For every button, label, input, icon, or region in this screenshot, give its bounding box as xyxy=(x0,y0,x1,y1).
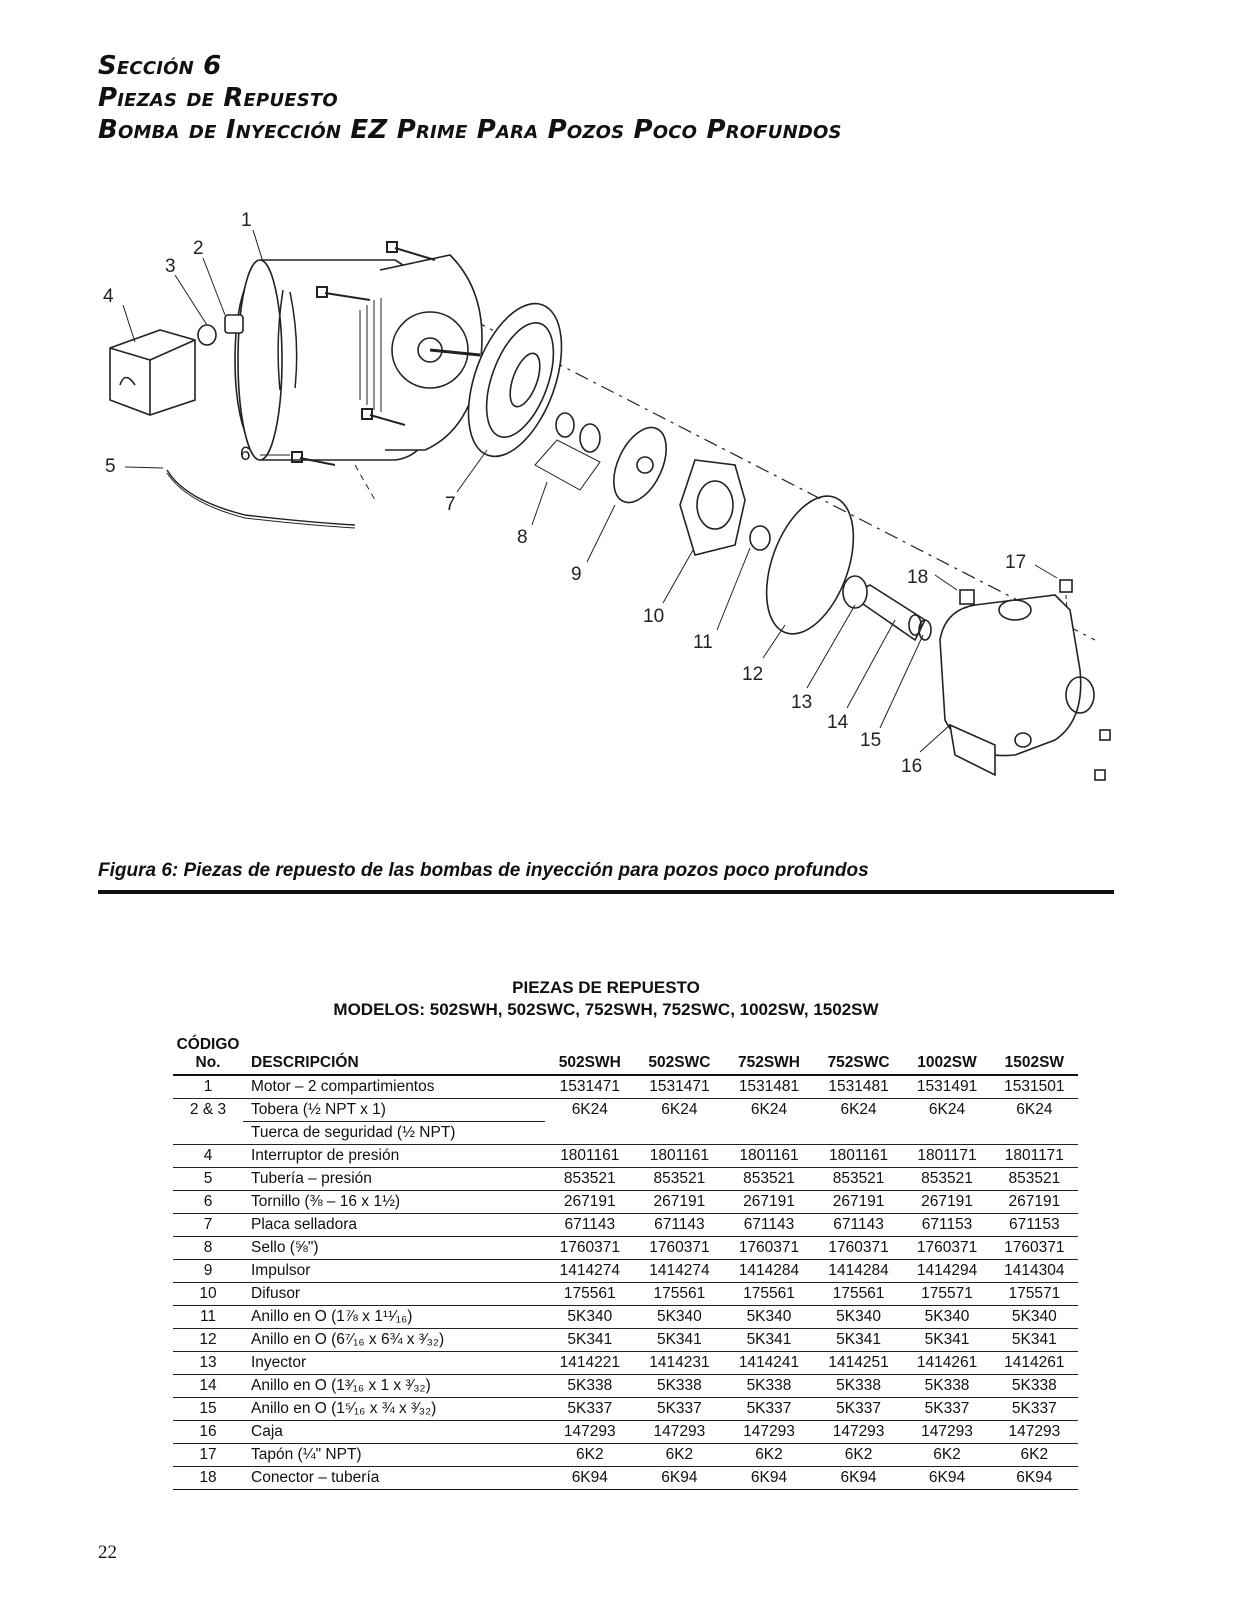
header-code-line2: No. xyxy=(195,1054,221,1071)
cell-part-number: 5K341 xyxy=(903,1329,990,1352)
cell-part-number: 5K341 xyxy=(991,1329,1078,1352)
cell-part-number: 147293 xyxy=(545,1421,635,1444)
cell-part-number: 267191 xyxy=(724,1191,814,1214)
table-models-subtitle: MODELOS: 502SWH, 502SWC, 752SWH, 752SWC, 1002SW, 1502SW xyxy=(333,1000,879,1019)
cell-description: Tubería – presión xyxy=(243,1168,545,1191)
cell-part-number: 1760371 xyxy=(991,1237,1078,1260)
cell-part-number: 6K94 xyxy=(724,1467,814,1490)
callout-13: 13 xyxy=(791,692,813,713)
table-row xyxy=(173,1075,1078,1099)
cell-description: Conector – tubería xyxy=(243,1467,545,1490)
callout-14: 14 xyxy=(827,712,849,733)
cell-part-number: 6K94 xyxy=(545,1467,635,1490)
cell-code: 2 & 3 xyxy=(189,1101,227,1119)
cell-description: Interruptor de presión xyxy=(243,1145,545,1168)
cell-description: Anillo en O (1³⁄₁₆ x 1 x ³⁄₃₂) xyxy=(243,1375,545,1398)
cell-part-number: 853521 xyxy=(903,1168,990,1191)
cell-description: Anillo en O (1⁵⁄₁₆ x ¾ x ³⁄₃₂) xyxy=(243,1398,545,1421)
cell-part-number: 147293 xyxy=(814,1421,904,1444)
cell-part-number: 853521 xyxy=(991,1168,1078,1191)
cell-code: 8 xyxy=(173,1237,243,1260)
cell-part-number: 1414261 xyxy=(991,1352,1078,1375)
cell-description: Impulsor xyxy=(243,1260,545,1283)
cell-part-number: 1801161 xyxy=(814,1145,904,1168)
cell-part-number: 5K340 xyxy=(545,1306,635,1329)
cell-part-number: 5K341 xyxy=(814,1329,904,1352)
cell-description: Sello (⅝") xyxy=(243,1237,545,1260)
cell-code: 14 xyxy=(173,1375,243,1398)
cell-part-number: 6K24 xyxy=(1016,1101,1053,1119)
cell-part-number: 5K340 xyxy=(991,1306,1078,1329)
callout-7: 7 xyxy=(445,494,456,515)
cell-part-number: 671143 xyxy=(724,1214,814,1237)
cell-part-number: 5K338 xyxy=(724,1375,814,1398)
cell-part-number: 1801161 xyxy=(635,1145,725,1168)
callout-12: 12 xyxy=(742,664,764,685)
header-model-1502sw: 1502SW xyxy=(991,1036,1078,1075)
header-model-752swh: 752SWH xyxy=(724,1036,814,1075)
cell-part-number: 5K338 xyxy=(545,1375,635,1398)
cell-description: Caja xyxy=(243,1421,545,1444)
cell-part-number: 1801171 xyxy=(903,1145,990,1168)
cell-part-number: 671143 xyxy=(545,1214,635,1237)
table-row xyxy=(173,1375,1078,1398)
table-row xyxy=(173,1191,1078,1214)
callout-1: 1 xyxy=(241,210,252,231)
cell-description: Placa selladora xyxy=(243,1214,545,1237)
cell-part-number: 671153 xyxy=(991,1214,1078,1237)
cell-part-number: 175561 xyxy=(635,1283,725,1306)
cell-part-number: 1801171 xyxy=(991,1145,1078,1168)
heading-subject: Piezas de Repuesto xyxy=(98,83,338,113)
callout-15: 15 xyxy=(860,730,882,751)
cell-code: 1 xyxy=(173,1075,243,1099)
cell-part-number: 267191 xyxy=(903,1191,990,1214)
header-code-line1: CÓDIGO xyxy=(176,1036,240,1053)
cell-part-number: 147293 xyxy=(635,1421,725,1444)
cell-part-number: 1414294 xyxy=(903,1260,990,1283)
header-model-752swc: 752SWC xyxy=(814,1036,904,1075)
section-divider xyxy=(98,890,1114,894)
cell-part-number: 147293 xyxy=(903,1421,990,1444)
cell-part-number: 175571 xyxy=(903,1283,990,1306)
table-title: PIEZAS DE REPUESTO xyxy=(512,978,700,997)
cell-part-number: 175561 xyxy=(545,1283,635,1306)
cell-part-number: 1414284 xyxy=(724,1260,814,1283)
exploded-view-drawing xyxy=(95,200,1135,820)
cell-description: Anillo en O (1⅞ x 1¹¹⁄₁₆) xyxy=(243,1306,545,1329)
cell-part-number: 1760371 xyxy=(903,1237,990,1260)
cell-part-number: 5K340 xyxy=(724,1306,814,1329)
cell-part-number: 5K338 xyxy=(635,1375,725,1398)
cell-part-number xyxy=(991,1122,1078,1145)
table-row xyxy=(173,1237,1078,1260)
table-row xyxy=(173,1398,1078,1421)
cell-part-number: 6K24 xyxy=(750,1101,788,1119)
cell-part-number: 5K338 xyxy=(814,1375,904,1398)
cell-part-number: 175571 xyxy=(991,1283,1078,1306)
callout-11: 11 xyxy=(693,632,713,653)
cell-part-number: 5K337 xyxy=(903,1398,990,1421)
callout-6: 6 xyxy=(240,444,251,465)
cell-part-number: 1531491 xyxy=(903,1075,990,1099)
cell-part-number: 853521 xyxy=(814,1168,904,1191)
cell-part-number: 1760371 xyxy=(545,1237,635,1260)
callout-9: 9 xyxy=(571,564,582,585)
cell-code: 17 xyxy=(173,1444,243,1467)
cell-part-number xyxy=(545,1122,635,1145)
callout-16: 16 xyxy=(901,756,923,777)
table-row xyxy=(173,1467,1078,1490)
cell-part-number: 1414241 xyxy=(724,1352,814,1375)
cell-code: 16 xyxy=(173,1421,243,1444)
cell-code: 4 xyxy=(173,1145,243,1168)
cell-description: Motor – 2 compartimientos xyxy=(243,1075,545,1099)
figure-caption: Figura 6: Piezas de repuesto de las bombas de inyección para pozos poco profundos xyxy=(98,860,869,881)
cell-code: 13 xyxy=(173,1352,243,1375)
header-description: DESCRIPCIÓN xyxy=(243,1036,545,1075)
cell-part-number: 5K337 xyxy=(991,1398,1078,1421)
cell-part-number xyxy=(903,1122,990,1145)
header-model-1002sw: 1002SW xyxy=(903,1036,990,1075)
cell-description: Tapón (¼" NPT) xyxy=(243,1444,545,1467)
table-row xyxy=(173,1421,1078,1444)
cell-part-number: 5K340 xyxy=(814,1306,904,1329)
cell-part-number: 5K341 xyxy=(724,1329,814,1352)
header-code xyxy=(173,1036,243,1075)
table-row xyxy=(173,1214,1078,1237)
section-heading xyxy=(98,50,842,146)
cell-part-number: 6K2 xyxy=(814,1444,904,1467)
cell-part-number: 6K94 xyxy=(635,1467,725,1490)
table-row xyxy=(173,1168,1078,1191)
cell-part-number: 175561 xyxy=(724,1283,814,1306)
callout-10: 10 xyxy=(643,606,665,627)
cell-part-number xyxy=(724,1122,814,1145)
cell-part-number: 6K2 xyxy=(635,1444,725,1467)
cell-part-number: 5K337 xyxy=(635,1398,725,1421)
callout-4: 4 xyxy=(103,286,114,307)
cell-part-number: 1414284 xyxy=(814,1260,904,1283)
cell-part-number: 1760371 xyxy=(635,1237,725,1260)
cell-part-number: 267191 xyxy=(814,1191,904,1214)
cell-part-number: 6K94 xyxy=(903,1467,990,1490)
cell-description: Inyector xyxy=(243,1352,545,1375)
table-row xyxy=(173,1145,1078,1168)
cell-part-number: 5K340 xyxy=(635,1306,725,1329)
header-model-502swh: 502SWH xyxy=(545,1036,635,1075)
cell-part-number xyxy=(635,1122,725,1145)
cell-part-number: 1414274 xyxy=(545,1260,635,1283)
cell-part-number: 5K337 xyxy=(724,1398,814,1421)
cell-part-number: 1760371 xyxy=(814,1237,904,1260)
cell-code: 9 xyxy=(173,1260,243,1283)
table-row xyxy=(173,1352,1078,1375)
cell-part-number: 5K338 xyxy=(991,1375,1078,1398)
cell-description: Anillo en O (6⁷⁄₁₆ x 6¾ x ³⁄₃₂) xyxy=(243,1329,545,1352)
cell-part-number: 1414221 xyxy=(545,1352,635,1375)
cell-code: 15 xyxy=(173,1398,243,1421)
cell-part-number: 671143 xyxy=(814,1214,904,1237)
cell-part-number: 5K337 xyxy=(545,1398,635,1421)
callout-17: 17 xyxy=(1005,552,1027,573)
cell-part-number: 853521 xyxy=(635,1168,725,1191)
cell-part-number: 1760371 xyxy=(724,1237,814,1260)
cell-part-number: 147293 xyxy=(991,1421,1078,1444)
table-header-row xyxy=(173,1036,1078,1075)
table-row xyxy=(173,1306,1078,1329)
cell-part-number: 1531471 xyxy=(635,1075,725,1099)
callout-5: 5 xyxy=(105,456,116,477)
cell-code: 18 xyxy=(173,1467,243,1490)
cell-part-number: 267191 xyxy=(635,1191,725,1214)
cell-part-number: 5K337 xyxy=(814,1398,904,1421)
cell-part-number: 5K340 xyxy=(903,1306,990,1329)
cell-part-number: 1531471 xyxy=(545,1075,635,1099)
table-row xyxy=(173,1283,1078,1306)
cell-part-number: 6K24 xyxy=(928,1101,966,1119)
callout-18: 18 xyxy=(907,567,929,588)
cell-part-number: 6K24 xyxy=(661,1101,698,1119)
table-row xyxy=(173,1122,1078,1145)
cell-part-number: 6K2 xyxy=(991,1444,1078,1467)
callout-2: 2 xyxy=(193,238,204,259)
cell-code: 5 xyxy=(173,1168,243,1191)
table-row xyxy=(173,1444,1078,1467)
heading-section-number: Sección 6 xyxy=(98,51,222,81)
cell-part-number: 6K94 xyxy=(814,1467,904,1490)
callout-8: 8 xyxy=(517,527,528,548)
cell-part-number: 6K2 xyxy=(724,1444,814,1467)
cell-part-number: 6K2 xyxy=(903,1444,990,1467)
cell-part-number: 147293 xyxy=(724,1421,814,1444)
cell-part-number: 1531501 xyxy=(991,1075,1078,1099)
table-row xyxy=(173,1329,1078,1352)
page-number: 22 xyxy=(98,1542,117,1563)
cell-code: 7 xyxy=(173,1214,243,1237)
cell-part-number: 267191 xyxy=(545,1191,635,1214)
cell-description: Difusor xyxy=(243,1283,545,1306)
cell-code xyxy=(173,1122,243,1145)
cell-part-number: 1531481 xyxy=(724,1075,814,1099)
cell-description: Tobera (½ NPT x 1) xyxy=(243,1099,545,1122)
cell-description: Tornillo (⅜ – 16 x 1½) xyxy=(243,1191,545,1214)
exploded-parts-diagram xyxy=(95,200,1135,820)
cell-part-number: 1414304 xyxy=(991,1260,1078,1283)
cell-part-number: 853521 xyxy=(545,1168,635,1191)
cell-part-number: 6K24 xyxy=(840,1101,877,1119)
cell-part-number: 5K341 xyxy=(545,1329,635,1352)
callout-3: 3 xyxy=(165,256,176,277)
cell-part-number: 5K341 xyxy=(635,1329,725,1352)
cell-part-number: 1801161 xyxy=(724,1145,814,1168)
cell-code: 12 xyxy=(173,1329,243,1352)
parts-table xyxy=(173,1036,1078,1490)
cell-description: Tuerca de seguridad (½ NPT) xyxy=(243,1122,545,1145)
cell-part-number: 267191 xyxy=(991,1191,1078,1214)
cell-part-number: 1531481 xyxy=(814,1075,904,1099)
cell-code: 10 xyxy=(173,1283,243,1306)
cell-code: 11 xyxy=(173,1306,243,1329)
cell-part-number: 1414261 xyxy=(903,1352,990,1375)
cell-code: 6 xyxy=(173,1191,243,1214)
cell-part-number: 1414274 xyxy=(635,1260,725,1283)
cell-part-number: 175561 xyxy=(814,1283,904,1306)
cell-part-number: 6K24 xyxy=(571,1101,608,1119)
cell-part-number xyxy=(814,1122,904,1145)
cell-part-number: 1414251 xyxy=(814,1352,904,1375)
cell-part-number: 1414231 xyxy=(635,1352,725,1375)
cell-part-number: 5K338 xyxy=(903,1375,990,1398)
cell-part-number: 671153 xyxy=(903,1214,990,1237)
cell-part-number: 6K94 xyxy=(991,1467,1078,1490)
heading-product: Bomba de Inyección EZ Prime Para Pozos Poco Profundos xyxy=(98,115,842,145)
table-row xyxy=(173,1099,1078,1122)
cell-part-number: 1801161 xyxy=(545,1145,635,1168)
cell-part-number: 853521 xyxy=(724,1168,814,1191)
cell-part-number: 671143 xyxy=(635,1214,725,1237)
header-model-502swc: 502SWC xyxy=(635,1036,725,1075)
cell-part-number: 6K2 xyxy=(545,1444,635,1467)
table-row xyxy=(173,1260,1078,1283)
